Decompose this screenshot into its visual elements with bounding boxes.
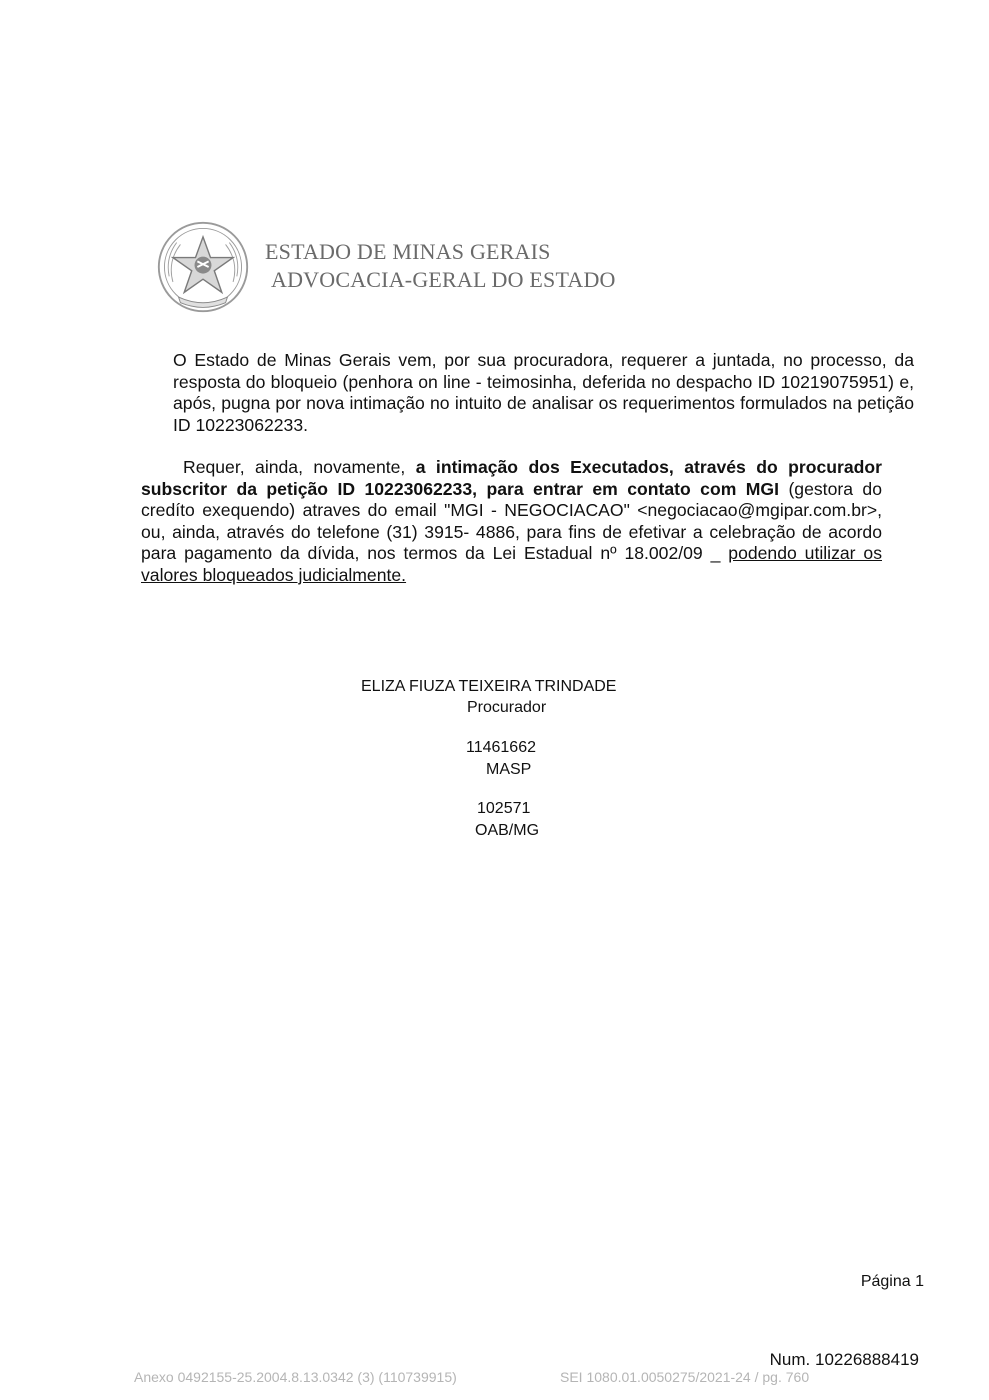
letterhead [265,238,616,294]
footer-annex: Anexo 0492155-25.2004.8.13.0342 (3) (110739915) [134,1369,457,1385]
paragraph-2 [141,457,882,587]
oab-number: 102571 [477,800,531,817]
oab-label: OAB/MG [475,822,540,839]
document-number: Num. 10226888419 [769,1350,919,1369]
paragraph-2-bold: a intimação dos Executados, através do procurador subscritor da petição ID 10223062233, para entrar em contato com MGI [141,457,882,499]
footer-sei: SEI 1080.01.0050275/2021-24 / pg. 760 [560,1369,810,1385]
letterhead-state: ESTADO DE MINAS GERAIS [265,239,551,264]
masp-label: MASP [486,761,532,778]
paragraph-1: O Estado de Minas Gerais vem, por sua procuradora, requerer a juntada, no processo, da resposta do bloqueio (penhora on line - teimosinha, deferida no despacho ID 10219075951) e, após, pugna por nova intimação no intuito de analisar os requerimentos formulados na petição ID 10223062233. [173,350,914,435]
signer-role: Procurador [467,699,547,716]
coat-of-arms-icon [156,220,250,314]
letterhead-agency: ADVOCACIA-GERAL DO ESTADO [271,267,616,292]
page-number: Página 1 [860,1273,924,1290]
paragraph-2-underlined: podendo utilizar os valores bloqueados judicialmente. [141,543,882,585]
masp-number: 11461662 [466,739,536,756]
paragraph-2-intro: Requer, ainda, novamente, [183,457,416,477]
paragraph-2-body: (gestora do credíto exequendo) atraves do email "MGI - NEGOCIACAO" <negociacao@mgipar.com.br>, ou, ainda, através do telefone (31) 3915- 4886, para fins de efetivar a celebração de acordo para pagamento da dívida, nos termos da Lei Estadual nº 18.002/09 _ [141,478,882,564]
signer-name: ELIZA FIUZA TEIXEIRA TRINDADE [361,678,617,695]
